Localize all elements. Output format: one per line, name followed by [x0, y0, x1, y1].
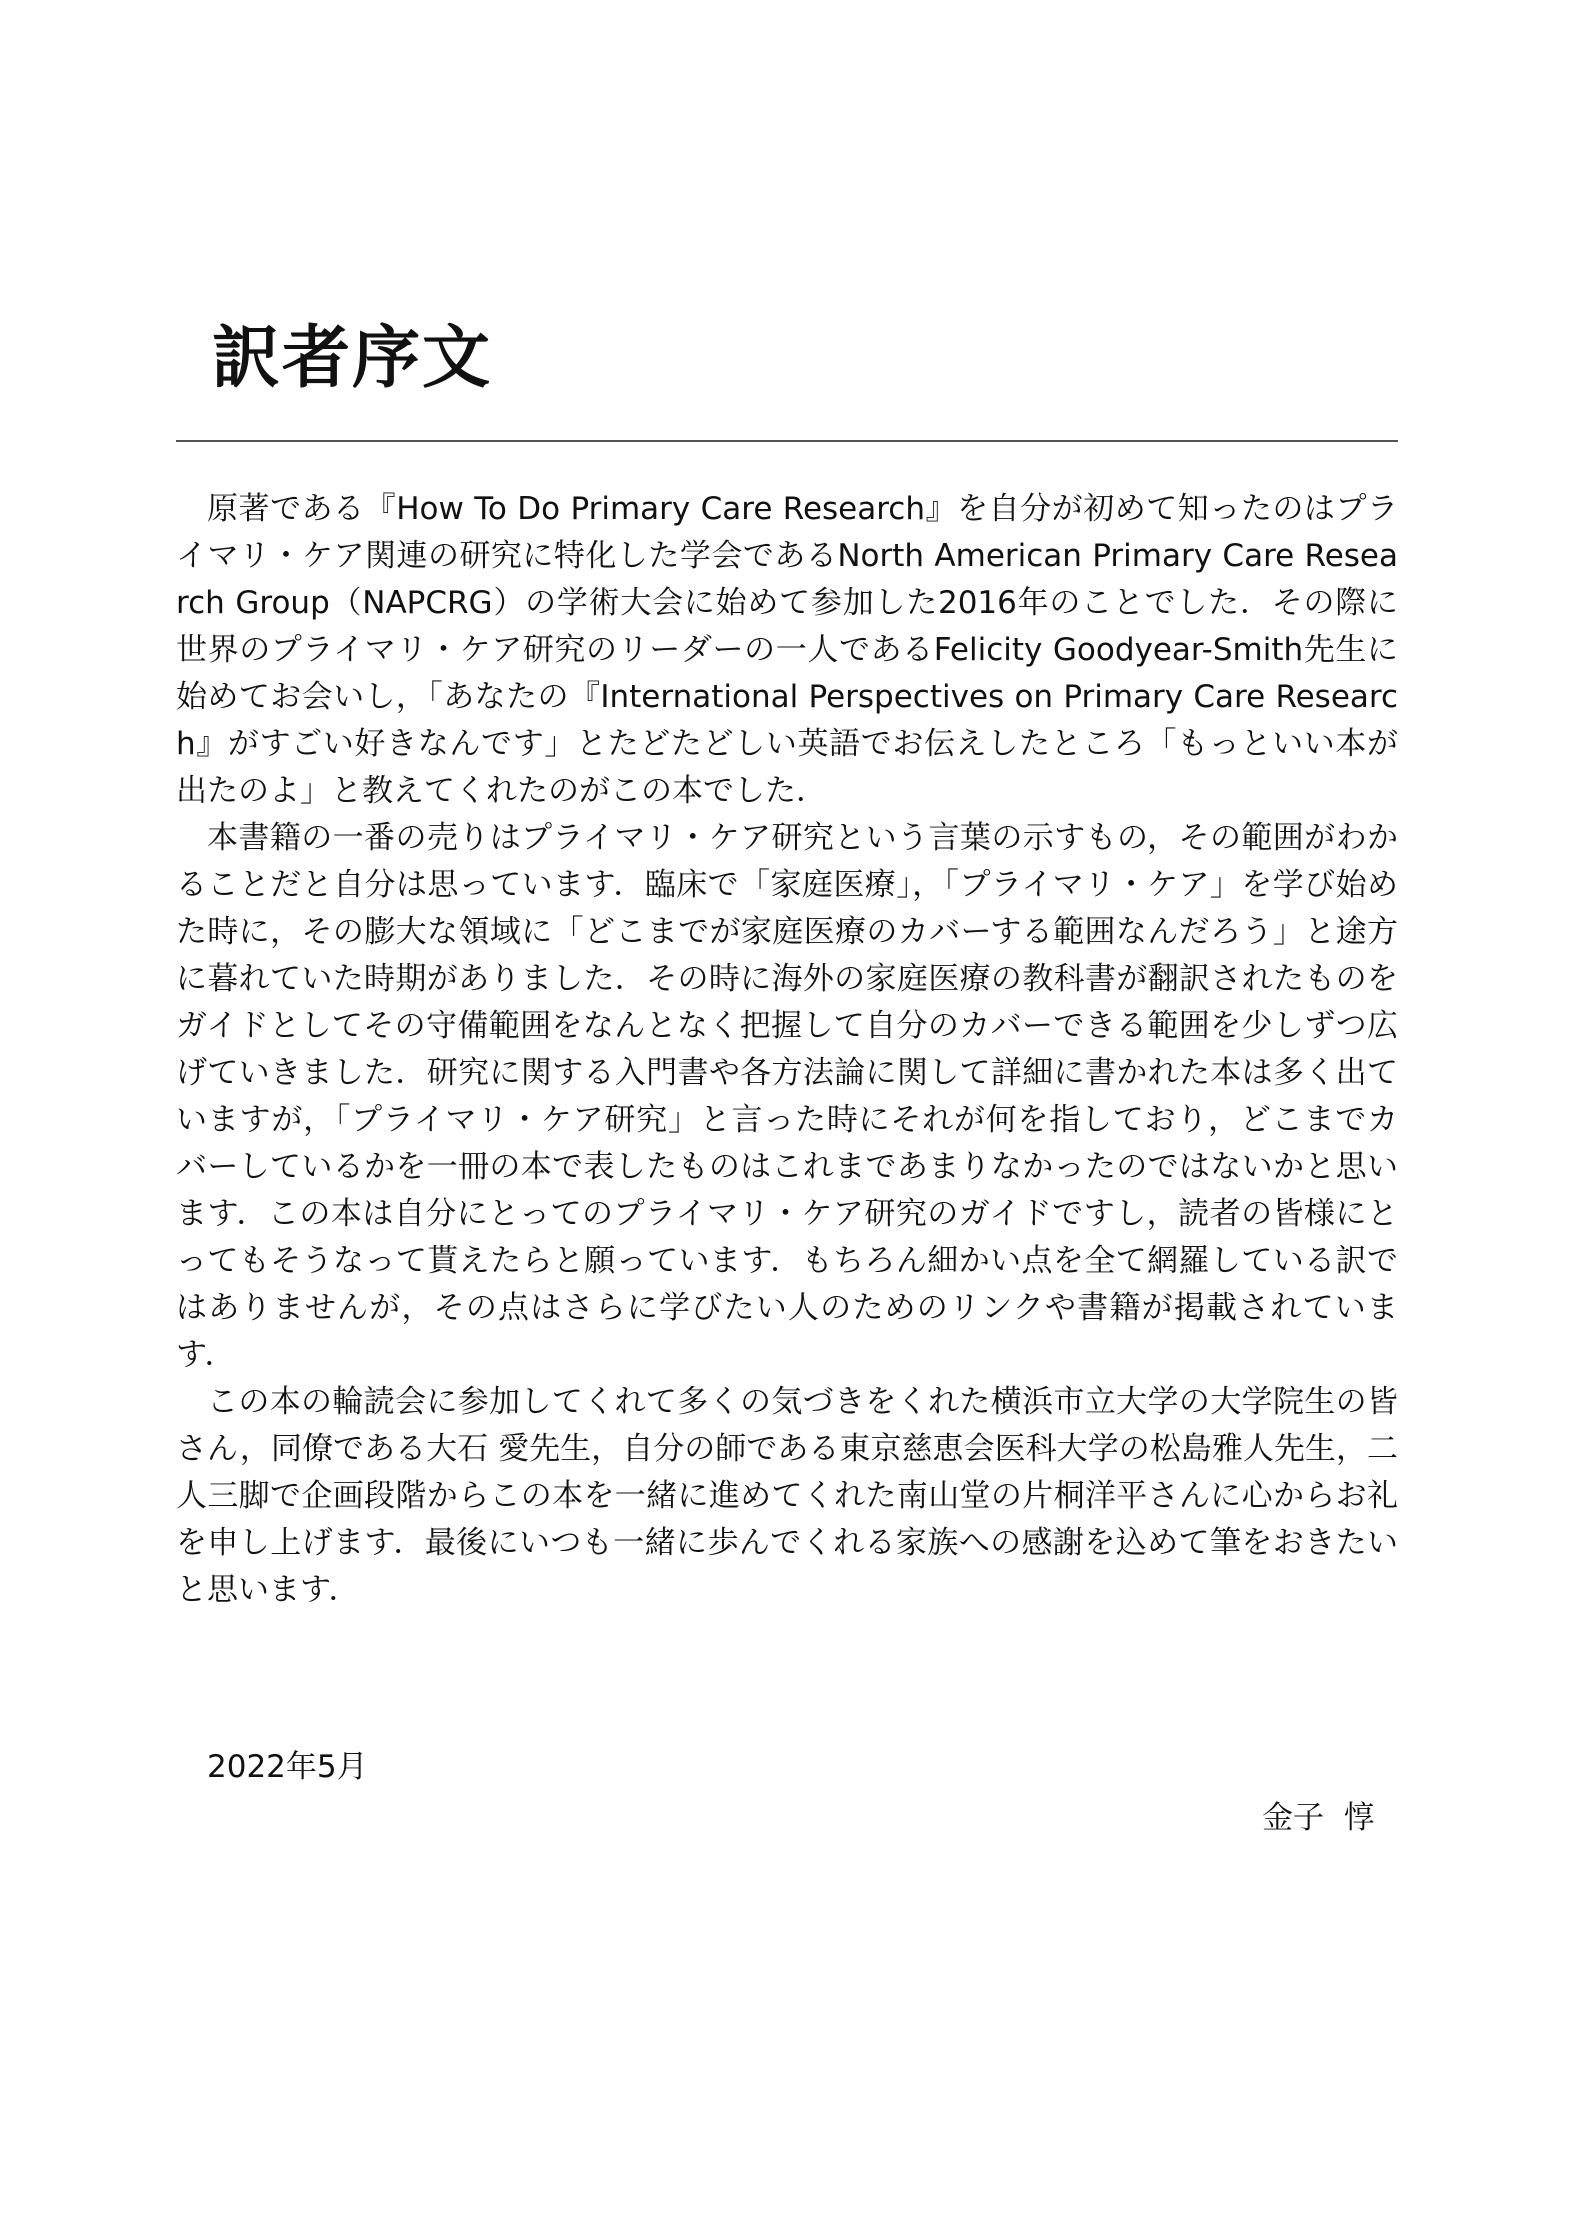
date-line: 2022年5月 [207, 1749, 368, 1785]
title-divider [176, 440, 1398, 442]
author-signature: 金子 惇 [1262, 1800, 1375, 1836]
paragraph-3: この本の輪読会に参加してくれて多くの気づきをくれた横浜市立大学の大学院生の皆さん，同僚である大石 愛先生，自分の師である東京慈恵会医科大学の松島雅人先生，二人三脚で企画段階からこの本を一緒に進めてくれた南山堂の片桐洋平さんに心からお礼を申し上げます．最後にいつも一緒に歩んでくれる家族への感謝を込めて筆をおきたいと思います． [176, 1384, 1398, 1608]
page-title: 訳者序文 [212, 319, 493, 398]
paragraph-2: 本書籍の一番の売りはプライマリ・ケア研究という言葉の示すもの，その範囲がわかることだと自分は思っています．臨床で「家庭医療」，「プライマリ・ケア」を学び始めた時に，その膨大な領域に「どこまでが家庭医療のカバーする範囲なんだろう」と途方に暮れていた時期がありました．その時に海外の家庭医療の教科書が翻訳されたものをガイドとしてその守備範囲をなんとなく把握して自分のカバーできる範囲を少しずつ広げていきました．研究に関する入門書や各方法論に関して詳細に書かれた本は多く出ていますが，「プライマリ・ケア研究」と言った時にそれが何を指しており，どこまでカバーしているかを一冊の本で表したものはこれまであまりなかったのではないかと思います．この本は自分にとってのプライマリ・ケア研究のガイドですし，読者の皆様にとってもそうなって貰えたらと願っています．もちろん細かい点を全て網羅している訳ではありませんが，その点はさらに学びたい人のためのリンクや書籍が掲載されています． [176, 820, 1398, 1373]
preface-body [176, 486, 1398, 1614]
paragraph-1: 原著である『How To Do Primary Care Research』を自分が初めて知ったのはプライマリ・ケア関連の研究に特化した学会であるNorth American Primary Care Research Group（NAPCRG）の学術大会に始めて参加した2016年のことでした．その際に世界のプライマリ・ケア研究のリーダーの一人であるFelicity Goodyear-Smith先生に始めてお会いし，「あなたの『International Perspectives on Primary Care Research』がすごい好きなんです」とたどたどしい英語でお伝えしたところ「もっといい本が出たのよ」と教えてくれたのがこの本でした． [176, 491, 1398, 809]
